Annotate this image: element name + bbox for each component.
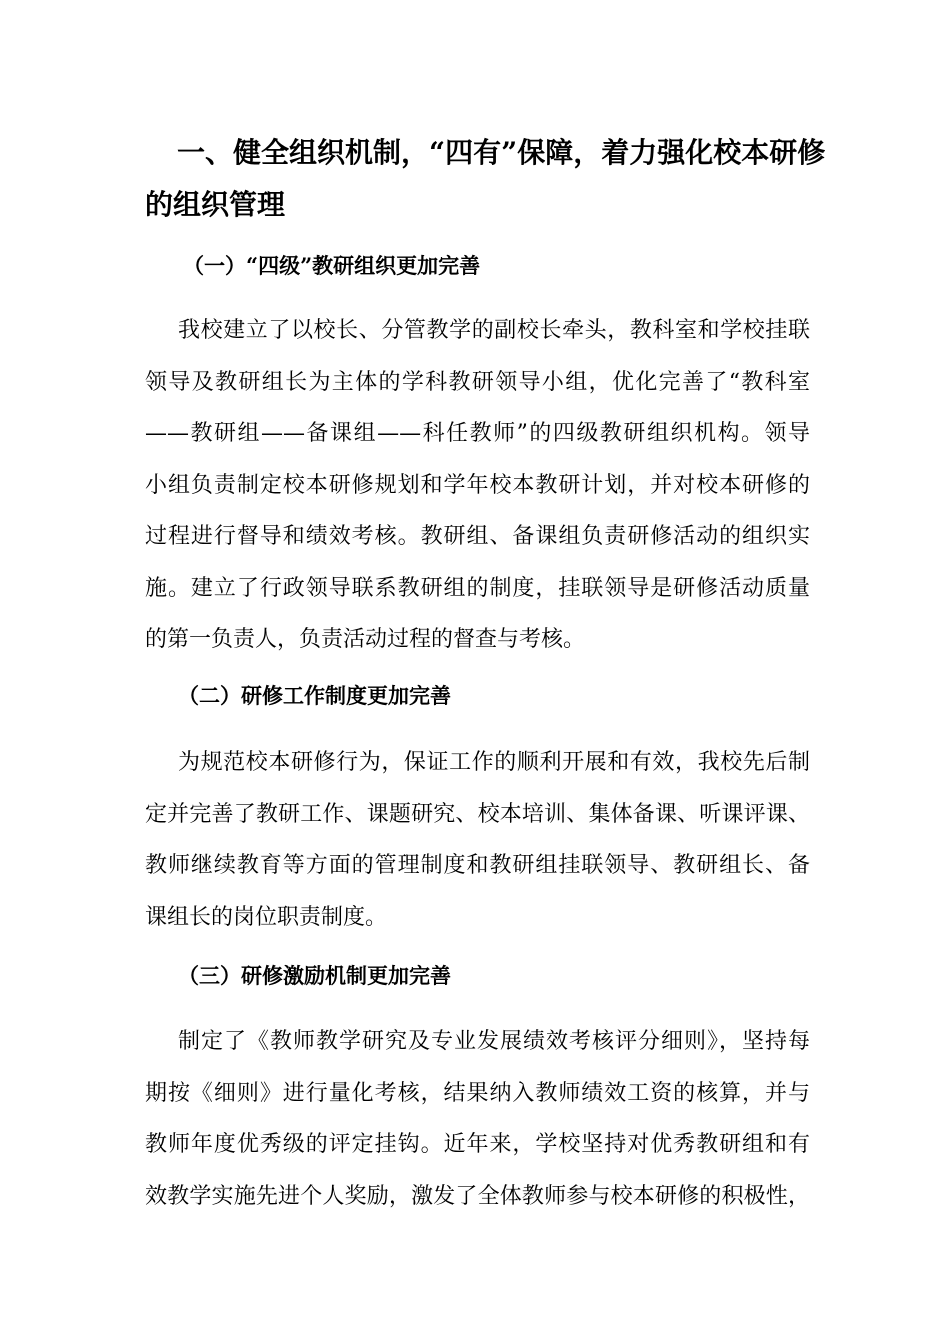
paragraph-line: 为规范校本研修行为，保证工作的顺利开展和有效，我校先后制 [178,750,810,775]
paragraph-line: 期按《细则》进行量化考核，结果纳入教师绩效工资的核算，并与 [145,1080,810,1106]
paragraph-line: ——教研组——备课组——科任教师”的四级教研组织机构。领导 [145,421,810,446]
paragraph-line: 制定了《教师教学研究及专业发展绩效考核评分细则》，坚持每 [178,1029,810,1054]
section-title [145,128,826,231]
paragraph-line: 教师年度优秀级的评定挂钩。近年来，学校坚持对优秀教研组和有 [145,1132,810,1157]
paragraph-line: 小组负责制定校本研修规划和学年校本教研计划，并对校本研修的 [145,472,810,498]
paragraph-3 [145,1016,810,1222]
paragraph-line: 过程进行督导和绩效考核。教研组、备课组负责研修活动的组织实 [145,524,810,549]
paragraph-line: 定并完善了教研工作、课题研究、校本培训、集体备课、听课评课、 [145,801,810,827]
section-title-line: 一、健全组织机制，“四有”保障，着力强化校本研修 [177,136,826,169]
paragraph-line: 领导及教研组长为主体的学科教研领导小组，优化完善了“教科室 [145,369,810,395]
paragraph-2 [145,737,810,943]
paragraph-1 [145,305,810,666]
section-title-line: 的组织管理 [145,187,286,221]
subsection-heading-2: （二）研修工作制度更加完善 [178,683,451,708]
subsection-heading-3: （三）研修激励机制更加完善 [178,963,451,988]
subsection-heading-1: （一）“四级”教研组织更加完善 [183,253,481,278]
paragraph-line: 效教学实施先进个人奖励，激发了全体教师参与校本研修的积极性， [145,1183,810,1209]
paragraph-line: 课组长的岗位职责制度。 [145,904,388,930]
paragraph-line: 的第一负责人，负责活动过程的督查与考核。 [145,627,586,652]
paragraph-line: 施。建立了行政领导联系教研组的制度，挂联领导是研修活动质量 [145,575,810,601]
paragraph-line: 我校建立了以校长、分管教学的副校长牵头，教科室和学校挂联 [178,318,810,343]
paragraph-line: 教师继续教育等方面的管理制度和教研组挂联领导、教研组长、备 [145,853,810,878]
